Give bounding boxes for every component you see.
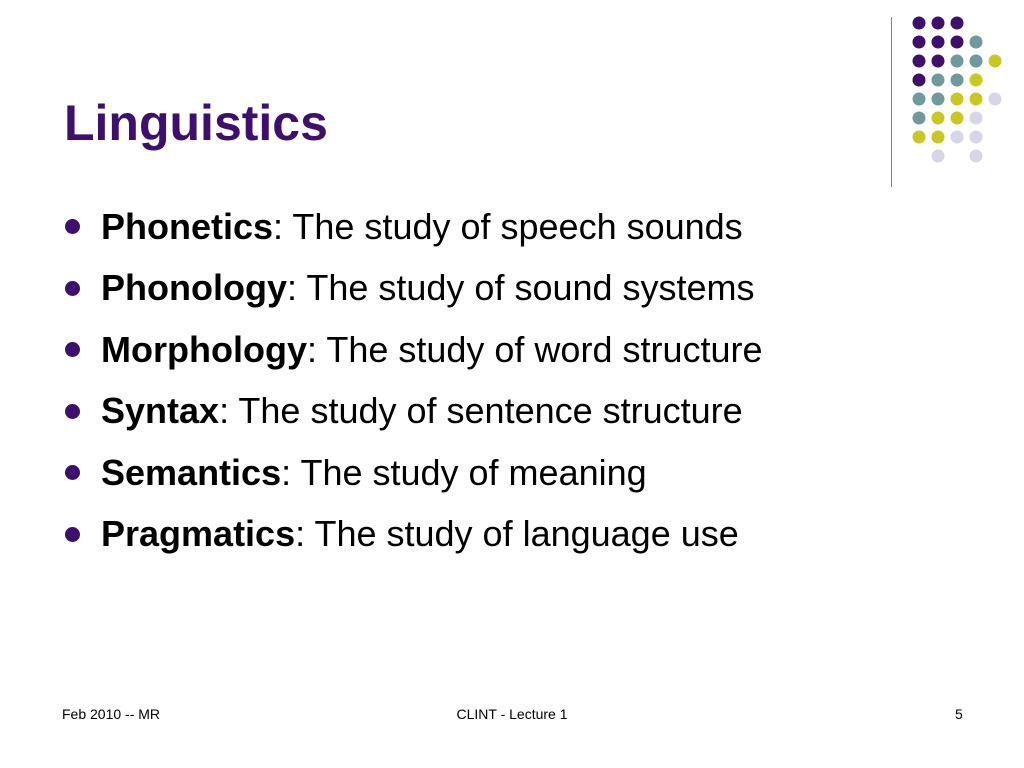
dot <box>932 131 945 144</box>
bullet-definition: : The study of meaning <box>281 451 647 493</box>
dot <box>932 55 945 68</box>
dot <box>989 55 1002 68</box>
bullet-dot-icon <box>65 219 80 234</box>
dot <box>913 36 926 49</box>
bullet-definition: : The study of sound systems <box>286 267 755 309</box>
bullet-definition: : The study of word structure <box>306 328 763 370</box>
bullet-term: Morphology <box>101 328 307 370</box>
dot <box>970 36 983 49</box>
dot <box>951 131 964 144</box>
footer-lecture-title: CLINT - Lecture 1 <box>456 706 568 722</box>
dot <box>970 74 983 87</box>
footer-page-number: 5 <box>955 706 963 722</box>
dot <box>951 112 964 125</box>
bullet-definition: : The study of sentence structure <box>219 390 743 432</box>
dot <box>913 17 926 30</box>
bullet-term: Syntax <box>101 390 220 432</box>
dot <box>970 150 983 163</box>
bullet-dot-icon <box>65 465 80 480</box>
bullet-item-phonology <box>64 258 763 320</box>
bullet-item-morphology <box>64 319 763 381</box>
bullet-definition: : The study of speech sounds <box>273 205 743 247</box>
bullet-term: Semantics <box>101 451 282 493</box>
bullet-item-semantics <box>64 442 763 504</box>
bullet-dot-icon <box>65 527 80 542</box>
dot <box>951 36 964 49</box>
footer-date-author: Feb 2010 -- MR <box>62 706 161 722</box>
bullet-term: Pragmatics <box>101 513 296 555</box>
dot <box>970 131 983 144</box>
slide-title: Linguistics <box>64 95 328 151</box>
bullet-item-syntax <box>64 381 763 443</box>
dot <box>932 150 945 163</box>
dot <box>951 74 964 87</box>
dot <box>932 112 945 125</box>
dot <box>951 55 964 68</box>
bullet-term: Phonology <box>101 267 287 309</box>
bullet-term: Phonetics <box>101 205 274 247</box>
bullet-item-pragmatics <box>64 504 763 566</box>
dot <box>989 93 1002 106</box>
bullet-item-phonetics <box>64 196 763 258</box>
dot <box>951 17 964 30</box>
bullet-list <box>64 196 763 565</box>
bullet-definition: : The study of language use <box>295 513 739 555</box>
dot <box>932 74 945 87</box>
dot <box>970 93 983 106</box>
dot <box>932 36 945 49</box>
dot <box>970 55 983 68</box>
bullet-dot-icon <box>65 281 80 296</box>
dot <box>913 131 926 144</box>
dot <box>913 93 926 106</box>
dot <box>951 93 964 106</box>
dot <box>970 112 983 125</box>
dot <box>913 55 926 68</box>
dot <box>932 17 945 30</box>
bullet-dot-icon <box>65 404 80 419</box>
dot <box>932 93 945 106</box>
bullet-dot-icon <box>65 342 80 357</box>
dot <box>913 112 926 125</box>
dot <box>913 74 926 87</box>
title-divider-line <box>891 17 892 187</box>
